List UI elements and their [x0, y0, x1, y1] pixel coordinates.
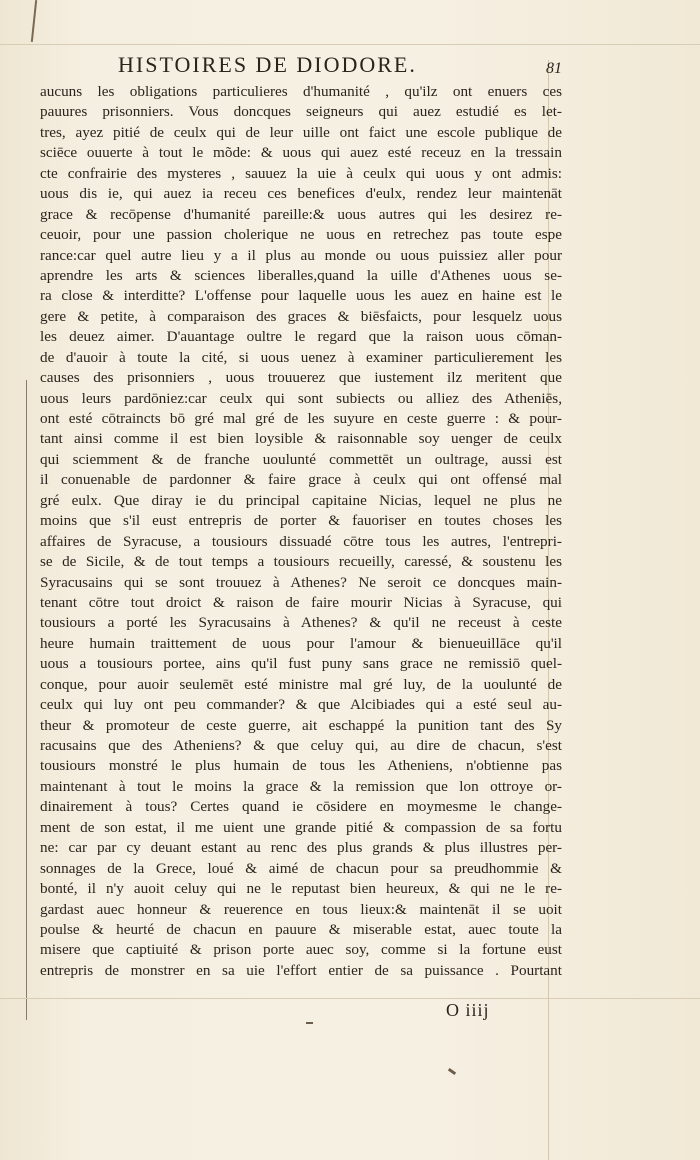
text-line: tant ainsi comme il est bien loysible & raisonnable soy uenger de ceulx: [40, 430, 562, 448]
top-page-edge: [0, 44, 700, 45]
text-line: gardast auec honneur & reuerence en tous lieux:& maintenāt il se uoit: [40, 900, 562, 918]
text-line: se de Sicile, & de tout temps a tousiours recueilly, caressé, & soustenu les: [40, 553, 562, 571]
text-line: conque, pour auoir seulemēt esté ministre mal gré luy, de la uoulunté de: [40, 675, 562, 693]
text-line: ceulx qui luy ont peu commander? & que Alcibiades qui a esté seul au-: [40, 696, 562, 714]
text-line: qui sciemment & de franche uoulunté commettēt un oultrage, aussi est: [40, 450, 562, 468]
text-line: moins que s'il eust entrepris de porter & fauoriser en toutes choses les: [40, 512, 562, 530]
text-line: racusains que des Atheniens? & que celuy qui, au dire de chacun, s'est: [40, 737, 562, 754]
bottom-page-edge: [0, 998, 700, 999]
text-line: tenant cōtre tout droict & raison de faire mourir Nicias à Syracuse, qui: [40, 593, 562, 611]
left-margin-rule: [26, 380, 27, 1020]
text-line: aucuns les obligations particulieres d'humanité , qu'ilz ont enuers ces: [40, 83, 562, 100]
text-line: entrepris de monstrer en sa uie l'effort entier de sa puissance . Pourtant: [40, 961, 562, 979]
text-line: ne: car par cy deuant estant au renc des plus grands & plus illustres per-: [40, 839, 562, 857]
text-line: rance:car quel autre lieu y a il plus au monde ou uous puissiez aller pour: [40, 246, 562, 264]
text-line: uous leurs pardōniez:car ceulx qui sont subiects ou alliez des Atheniēs,: [40, 389, 562, 407]
text-line: misere que captiuité & prison porte auec soy, comme si la fortune eust: [40, 941, 562, 959]
text-line: les deuez aimer. D'auantage oultre le regard que la raison uous cōman-: [40, 328, 562, 346]
body-text: [40, 82, 562, 981]
ink-speck: [448, 1068, 456, 1075]
text-line: theur & promoteur de ceste guerre, ait eschappé la punition tant des Sy: [40, 716, 562, 734]
text-line: uous dis ie, qui auez ia receu ces benefices d'eulx, rendez leur maintenāt: [40, 185, 562, 203]
text-line: maintenant à tout le moins la grace & la remission que lon ottroye or-: [40, 777, 562, 795]
text-line: cte confrairie des mysteres , sauuez la uie à ceulx qui uous y ont admis:: [40, 164, 562, 182]
folio-number: 81: [546, 60, 562, 77]
text-line: pauures prisonniers. Vous doncques seigneurs qui auez estudié es let-: [40, 103, 562, 121]
ink-dash: [306, 1022, 313, 1024]
text-line: tres, ayez pitié de ceulx qui de leur uille ont faict une escole publique de: [40, 123, 562, 141]
text-line: uous a tousiours portee, ains qu'il fust puny sans grace ne remissiō quel-: [40, 655, 562, 673]
text-line: tousiours monstré le plus humain de tous les Atheniens, n'obtienne pas: [40, 757, 562, 775]
text-line: ment de son estat, il me uient une grande pitié & compassion de sa fortu: [40, 818, 562, 836]
text-line: gré eulx. Que diray ie du principal capitaine Nicias, lequel ne plus ne: [40, 491, 562, 509]
text-line: affaires de Syracuse, a tousiours dissuadé cōtre tous les autres, l'entrepri-: [40, 532, 562, 550]
text-line: ra close & interditte? L'offense pour laquelle uous les auez en haine est le: [40, 287, 562, 305]
text-line: tousiours a porté les Syracusains à Athenes? & qu'il ne receust à ceste: [40, 614, 562, 632]
text-line: gere & petite, à comparaison des graces & biēsfaicts, pour lesquelz uous: [40, 307, 562, 325]
text-line: dinairement à tous? Certes quand ie cōsidere en moymesme le change-: [40, 798, 562, 816]
text-line: poulse & heurté de chacun en pauure & miserable estat, auec toute la: [40, 920, 562, 938]
signature-mark: O iiij: [446, 1000, 490, 1020]
text-line: heure humain traittement de uous pour l'amour & bienueuillāce qu'il: [40, 634, 562, 652]
text-line: causes des prisonniers , uous trouuerez que iustement ilz meritent que: [40, 369, 562, 387]
text-line: ceuoir, pour une passion cholerique ne uous en retrechez pas toute espe: [40, 226, 562, 244]
text-line: il conuenable de pardonner & faire grace à ceulx qui ont offensé mal: [40, 471, 562, 489]
text-line: sonnages de la Grece, loué & aimé de chacun pour sa preudhommie &: [40, 859, 562, 877]
text-line: de d'auoir à toute la cité, si uous uenez à examiner particulierement les: [40, 348, 562, 366]
margin-mark: [31, 0, 37, 42]
running-head: HISTOIRES DE DIODORE.: [118, 52, 417, 77]
text-line: sciēce ouuerte à tout le mõde: & uous qui auez esté receuz en la tressain: [40, 144, 562, 162]
text-line: grace & recōpense d'humanité pareille:& uous autres qui les desirez re-: [40, 205, 562, 223]
text-line: ont esté cōtraincts bō gré mal gré de les suyure en ceste guerre : & pour-: [40, 410, 562, 427]
text-line: Syracusains qui se sont trouuez à Athenes? Ne seroit ce doncques main-: [40, 573, 562, 591]
text-line: bonté, il n'y auoit celuy qui ne le reputast bien heureux, & qui ne le re-: [40, 880, 562, 898]
text-line: aprendre les arts & sciences liberalles,quand la uille d'Athenes uous se-: [40, 266, 562, 284]
